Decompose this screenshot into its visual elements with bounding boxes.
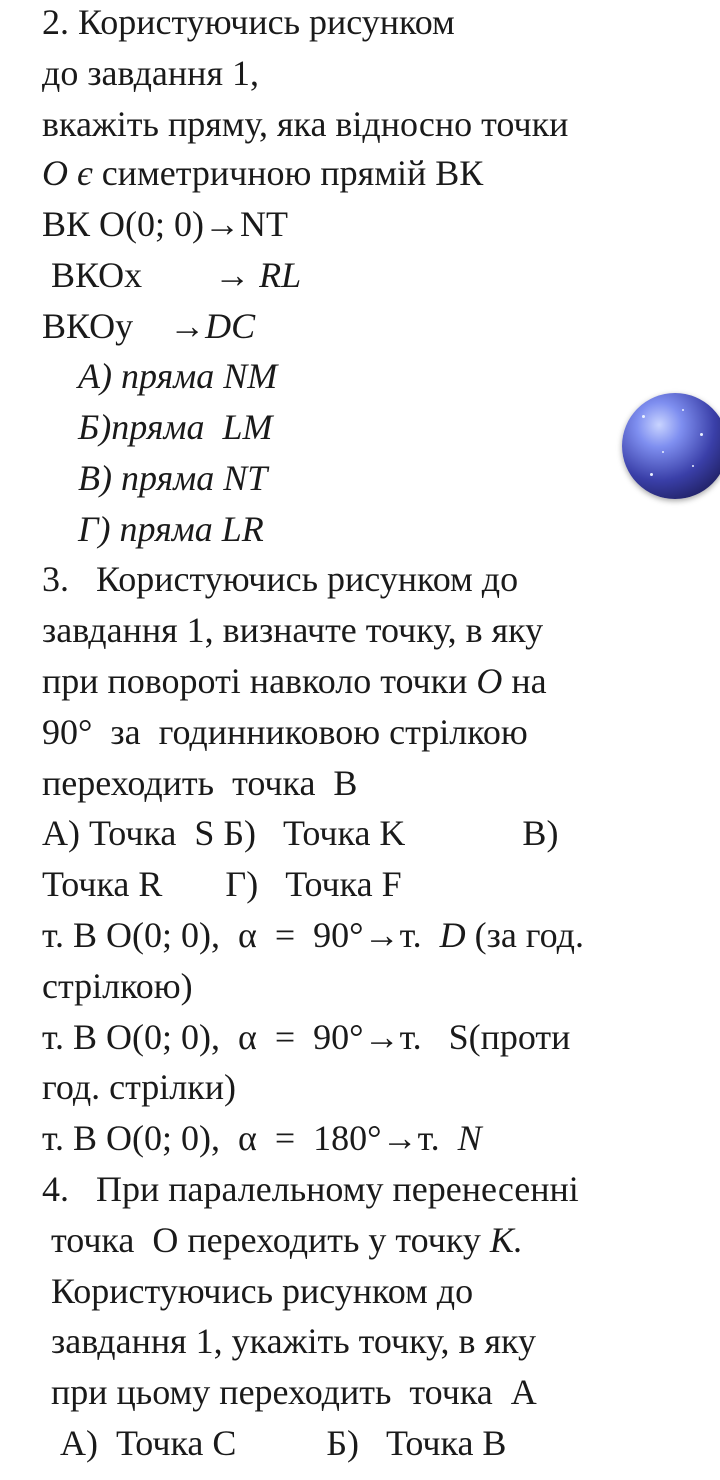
q3-line-4: 90° за годинниковою стрілкою: [42, 712, 528, 752]
q2-option-b: Б)пряма LM: [78, 407, 273, 447]
q4-line-5: при цьому переходить точка А: [42, 1372, 537, 1412]
q3-solution-1-cont: стрілкою): [42, 966, 193, 1006]
q3-solution-2: т. В О(0; 0), α = 90°→т. S(проти: [42, 1017, 571, 1057]
q2-line-7-text: ВКОy →: [42, 306, 206, 346]
point-d-label: D: [439, 915, 466, 955]
q4-line-3: Користуючись рисунком до: [42, 1271, 474, 1311]
q2-option-a: А) пряма NM: [78, 356, 278, 396]
q2-line-6-text: ВКОx →: [42, 255, 260, 295]
q3-solution-3: [42, 1113, 482, 1164]
q2-line-5: ВК О(0; 0)→NT: [42, 204, 288, 244]
floating-avatar-icon[interactable]: [622, 393, 720, 499]
q2-line-2: до завдання 1,: [42, 53, 260, 93]
q3-options-line-2: Точка R Г) Точка F: [42, 864, 402, 904]
q3-solution-3-text: т. В О(0; 0), α = 180°→т.: [42, 1118, 458, 1158]
q3-line-1: 3. Користуючись рисунком до: [42, 559, 519, 599]
q4-line-4: завдання 1, укажіть точку, в яку: [42, 1321, 536, 1361]
point-o-label: O: [476, 661, 503, 701]
q3-options-line-1: А) Точка S Б) Точка K В): [42, 813, 559, 853]
line-rl-label: RL: [259, 255, 302, 295]
q3-line-5: переходить точка В: [42, 763, 358, 803]
q2-option-c: В) пряма NT: [78, 458, 268, 498]
q2-line-4: [42, 148, 483, 199]
q3-solution-1-text: т. В О(0; 0), α = 90°→т.: [42, 915, 440, 955]
q3-solution-2-cont: год. стрілки): [42, 1067, 237, 1107]
q3-line-2: завдання 1, визначте точку, в яку: [42, 610, 544, 650]
q3-line-3-text: при повороті навколо точки: [42, 661, 477, 701]
q3-solution-1: [42, 910, 584, 961]
q4-line-2: [42, 1215, 523, 1266]
q4-line-2-text: точка О переходить у точку: [42, 1220, 490, 1260]
q4-options-line-1: А) Точка C Б) Точка B: [42, 1423, 507, 1463]
point-n-label: N: [457, 1118, 482, 1158]
q2-line-1: 2. Користуючись рисунком: [42, 2, 455, 42]
point-o-label: O є: [42, 153, 93, 193]
q2-line-3: вкажіть пряму, яка відносно точки: [42, 104, 569, 144]
point-k-label: K.: [489, 1220, 523, 1260]
q2-line-7: [42, 301, 255, 352]
line-dc-label: DC: [205, 306, 256, 346]
q4-line-1: 4. При паралельному перенесенні: [42, 1169, 579, 1209]
q2-option-d: Г) пряма LR: [78, 509, 264, 549]
q3-line-3: [42, 656, 547, 707]
q3-line-3-end: на: [502, 661, 547, 701]
q3-solution-1-end: (за год.: [465, 915, 584, 955]
q2-line-6: [42, 250, 301, 301]
q2-line-4-text: симетричною прямій ВК: [92, 153, 484, 193]
